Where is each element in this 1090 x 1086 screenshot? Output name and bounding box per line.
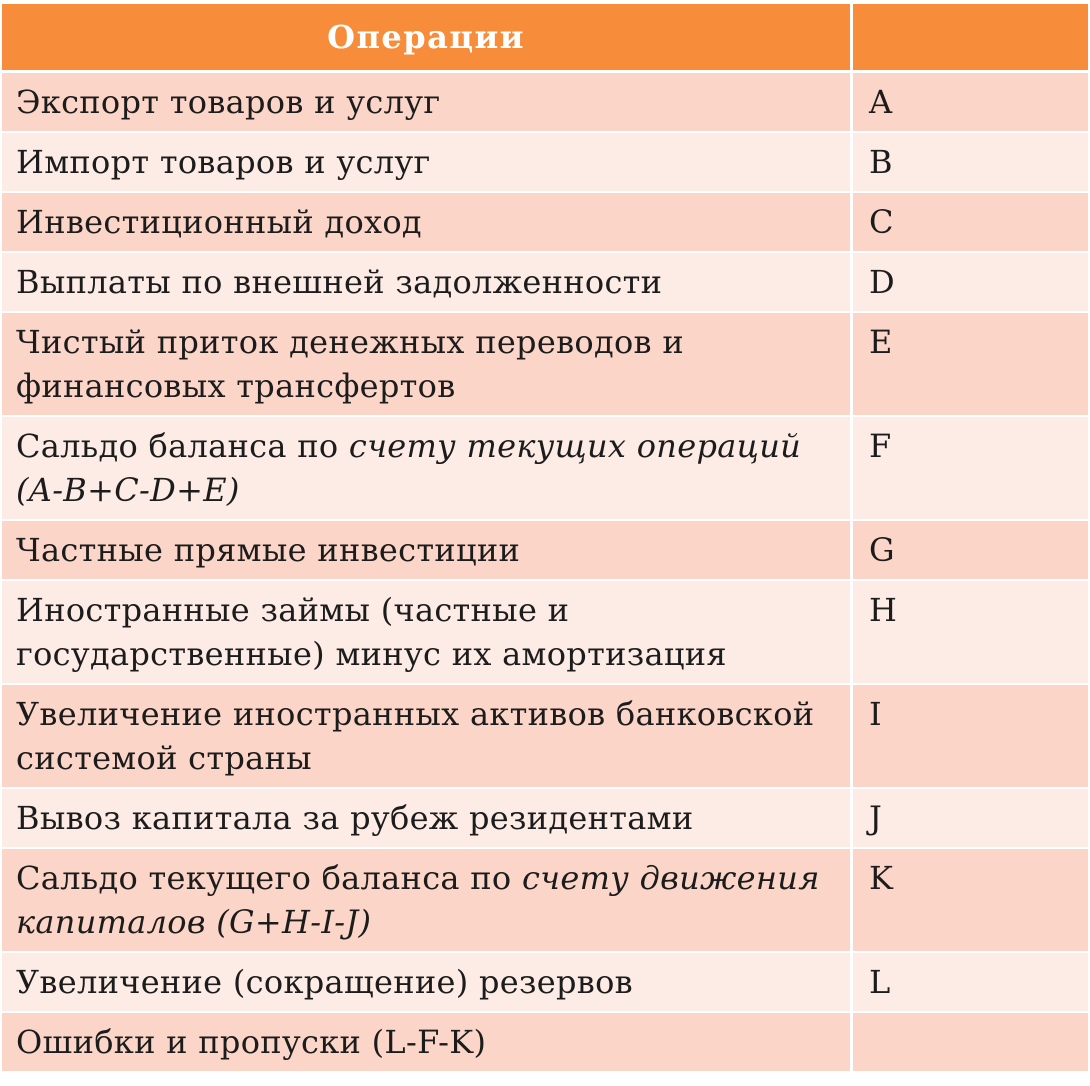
row-text: Импорт товаров и услуг <box>2 133 850 193</box>
operations-table <box>2 4 1088 1073</box>
row-code <box>850 1013 1088 1073</box>
table-row <box>2 789 1088 849</box>
table-row <box>2 1013 1088 1073</box>
row-text: Инвестиционный доход <box>2 193 850 253</box>
row-code: B <box>850 133 1088 193</box>
row-text-italic: счету движения капиталов (G+H-I-J) <box>16 859 820 941</box>
table-row <box>2 685 1088 789</box>
table-header-row <box>2 4 1088 73</box>
row-text: Увеличение (сокращение) резервов <box>2 953 850 1013</box>
table-row <box>2 849 1088 953</box>
row-text: Экспорт товаров и услуг <box>2 73 850 133</box>
row-code: E <box>850 313 1088 417</box>
row-text-plain: Сальдо баланса по <box>16 427 349 465</box>
row-text: Ошибки и пропуски (L-F-K) <box>2 1013 850 1073</box>
row-code: A <box>850 73 1088 133</box>
table-row <box>2 133 1088 193</box>
table-row <box>2 193 1088 253</box>
row-text-plain: Сальдо текущего баланса по <box>16 859 522 897</box>
row-text: Выплаты по внешней задолженности <box>2 253 850 313</box>
row-code: F <box>850 417 1088 521</box>
header-operations: Операции <box>2 4 850 73</box>
row-code: D <box>850 253 1088 313</box>
row-text: Вывоз капитала за рубеж резидентами <box>2 789 850 849</box>
row-code: K <box>850 849 1088 953</box>
table-row <box>2 417 1088 521</box>
table-row <box>2 953 1088 1013</box>
row-text <box>2 849 850 953</box>
table-row <box>2 521 1088 581</box>
table-row <box>2 73 1088 133</box>
row-text: Иностранные займы (частные и государственные) минус их амортизация <box>2 581 850 685</box>
table-row <box>2 313 1088 417</box>
table-row <box>2 581 1088 685</box>
row-text <box>2 417 850 521</box>
row-code: I <box>850 685 1088 789</box>
row-text: Частные прямые инвестиции <box>2 521 850 581</box>
row-code: G <box>850 521 1088 581</box>
row-text: Чистый приток денежных переводов и финансовых трансфертов <box>2 313 850 417</box>
row-code: C <box>850 193 1088 253</box>
header-code <box>850 4 1088 73</box>
row-text: Увеличение иностранных активов банковской системой страны <box>2 685 850 789</box>
row-code: H <box>850 581 1088 685</box>
table-row <box>2 253 1088 313</box>
row-code: L <box>850 953 1088 1013</box>
row-code: J <box>850 789 1088 849</box>
row-text-italic: счету текущих операций (A-B+C-D+E) <box>16 427 802 509</box>
